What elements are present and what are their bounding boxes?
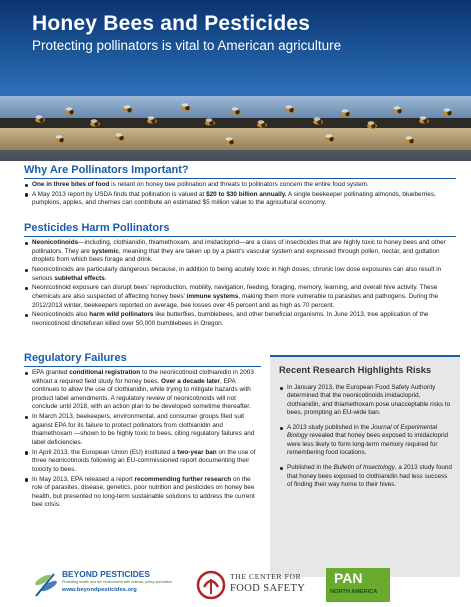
list-item: One in three bites of food is reliant on honey bee pollination and threats to pollinators concern the entire food system.	[24, 181, 456, 190]
list-item: Published in the Bulletin of Insectology, a 2013 study found that honey bees exposed to clothianidin had less success of finding their way home to their hives.	[279, 464, 453, 489]
research-box-title: Recent Research Highlights Risks	[279, 364, 432, 375]
list-item: In May 2013, EPA released a report recommending further research on the role of parasites, disease, genetics, poor nutrition and pesticides on honey bee health, but presented no long-term sustainable solutions to address the current bee crisis.	[24, 476, 261, 510]
harm-list	[24, 239, 456, 330]
bee-icon	[123, 105, 133, 112]
bee-icon	[367, 121, 377, 128]
beyond-pesticides-url[interactable]: www.beyondpesticides.org	[62, 587, 137, 593]
beyond-pesticides-name: BEYOND PESTICIDES	[62, 569, 150, 579]
list-item: EPA granted conditional registration to the neonicotinoid clothianidin in 2003 without a required field study for honey bees. Over a decade later, EPA continues to allow the use of clothianidin, while trying to mitigate hazards with product label amendments. A regulatory review of neonicotinoids will not conclude until 2018, with an action plan to be developed sometime thereafter.	[24, 369, 261, 412]
bee-icon	[341, 109, 351, 116]
list-item: In April 2013, the European Union (EU) instituted a two-year ban on the use of three neonicotinoids following an EU-commissioned report documenting their toxicity to bees.	[24, 449, 261, 475]
dragonfly-icon	[30, 570, 60, 600]
beyond-pesticides-tagline: Protecting health and the environment with science, policy and action	[62, 580, 173, 584]
cfs-emblem-icon	[196, 570, 226, 600]
bee-icon	[147, 116, 157, 123]
bee-icon	[181, 103, 191, 110]
list-item: In March 2013, beekeepers, environmental, and consumer groups filed suit against EPA for its failure to protect pollinators from clothianidin and thiamethoxam —shown to be highly toxic to bees, citing regulatory failures and label deficiencies.	[24, 413, 261, 447]
list-item: Neonicotinoids also harm wild pollinators like butterflies, bumblebees, and other beneficial organisms. In June 2013, tree application of the neonicotinoid dinotefuran killed over 50,000 bumblebees in Oregon.	[24, 311, 456, 328]
bee-icon	[115, 133, 125, 140]
section-heading-harm: Pesticides Harm Pollinators	[24, 222, 170, 234]
list-item: A 2013 study published in the Journal of Experimental Biology revealed that honey bees exposed to imidacloprid were less likely to form long-term memory required for remembering food locations.	[279, 424, 453, 457]
bee-icon	[55, 135, 65, 142]
bee-icon	[257, 120, 267, 127]
beyond-pesticides-logo[interactable]	[30, 568, 180, 602]
regulatory-list	[24, 369, 261, 511]
bee-icon	[419, 116, 429, 123]
bee-icon	[90, 119, 100, 126]
bee-icon	[65, 107, 75, 114]
research-list	[279, 384, 453, 496]
bee-icon	[443, 108, 453, 115]
bee-icon	[313, 117, 323, 124]
pan-subtitle: NORTH AMERICA	[330, 589, 378, 595]
pan-north-america-logo[interactable]	[326, 568, 390, 602]
bee-icon	[231, 107, 241, 114]
list-item: In January 2013, the European Food Safety Authority determined that the neonicotinoids imidacloprid, clothianidin, and thiamethoxam pose unacceptable risks to bees, prompting an EU-wide ban.	[279, 384, 453, 417]
section-heading-why: Why Are Pollinators Important?	[24, 164, 189, 176]
page-subtitle: Protecting pollinators is vital to American agriculture	[32, 38, 342, 53]
pan-name: PAN	[334, 570, 363, 586]
bee-icon	[35, 115, 45, 122]
list-item: Neonicotinoid exposure can disrupt bees’ reproduction, mobility, navigation, feeding, foraging, memory, learning, and overall hive activity. These chemicals are also suspected of affecting honey bees’ immune systems, making them more vulnerable to parasites and pathogens. During the 2012/2013 winter, beekeepers reported on average, bee losses over 45 percent and as high as 70 percent.	[24, 284, 456, 310]
bee-icon	[325, 134, 335, 141]
section-rule	[24, 236, 456, 237]
center-for-food-safety-logo[interactable]	[196, 569, 306, 601]
section-heading-regulatory: Regulatory Failures	[24, 352, 127, 364]
list-item: A May 2013 report by USDA finds that pollination is valued at $20 to $30 billion annually. A single beekeeper pollinating almonds, blueberries, pumpkins, apples, and cherries can contribute an estimated $5 million value to the agricultural economy.	[24, 191, 456, 208]
why-list	[24, 181, 456, 209]
cfs-name-line2: FOOD SAFETY	[230, 583, 306, 594]
list-item: Neonicotinoids—including, clothianidin, thiamethoxam, and imidacloprid—are a class of insecticides that are highly toxic to honey bees and other pollinators. They are systemic, meaning that they are taken up by a plant’s vascular system and expressed through pollen, nectar, and guttation droplets from which bees forage and drink.	[24, 239, 456, 265]
bee-icon	[205, 118, 215, 125]
list-item: Neonicotinoids are particularly dangerous because, in addition to being acutely toxic in high doses, chronic low dose exposures can also result in serious sublethal effects.	[24, 266, 456, 283]
research-box	[270, 355, 460, 577]
cfs-name-line1: THE CENTER FOR	[230, 572, 302, 581]
page-title: Honey Bees and Pesticides	[32, 12, 311, 35]
section-rule	[24, 366, 261, 367]
hero-image	[0, 0, 471, 161]
bee-icon	[405, 136, 415, 143]
section-rule	[24, 178, 456, 179]
bee-icon	[285, 105, 295, 112]
bee-icon	[393, 106, 403, 113]
bee-icon	[225, 137, 235, 144]
